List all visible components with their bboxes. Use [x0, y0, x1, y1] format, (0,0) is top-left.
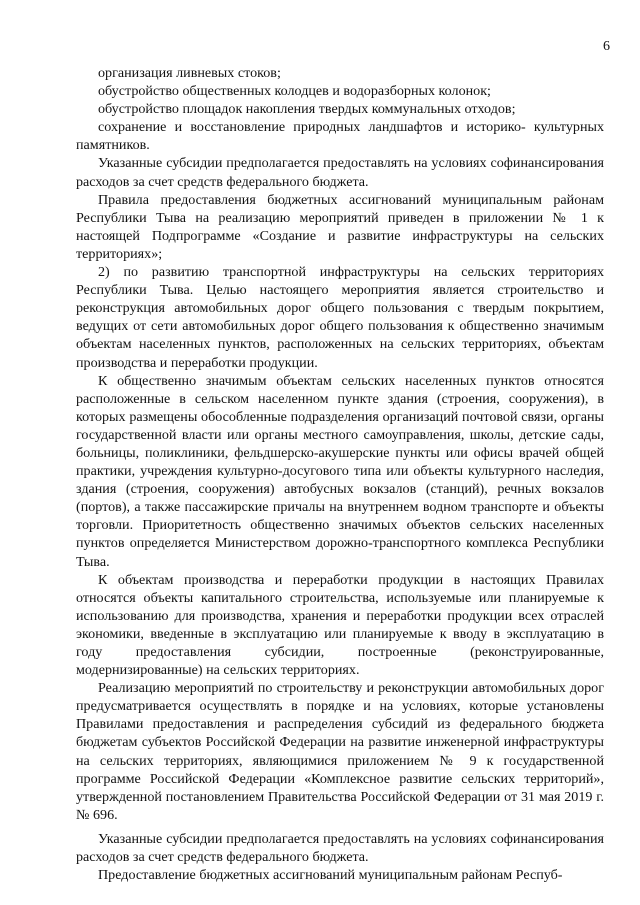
paragraph: обустройство площадок накопления твердых коммунальных отходов; — [98, 101, 516, 118]
document-body — [76, 64, 604, 884]
paragraph: Предоставление бюджетных ассигнований муниципальным районам Респуб- — [98, 867, 563, 884]
paragraph: организация ливневых стоков; — [98, 65, 281, 81]
paragraph: К объектам производства и переработки продукции в настоящих Правилах относятся объекты капитального строительства, используемые или планируемые к использованию для производства, хранения и переработки продукции всех отраслей экономики, введенные в эксплуатацию или планируемые к вводу в эксплуатацию в году предоставления субсидии, построенные (реконструированные, модернизированные) на сельских территориях. — [76, 571, 604, 679]
paragraph: Указанные субсидии предполагается предоставлять на условиях софинансирования расходов за счет средств федерального бюджета. — [76, 155, 604, 190]
paragraph: Правила предоставления бюджетных ассигнований муниципальным районам Республики Тыва на реализацию мероприятий приведен в приложении № 1 к настоящей Подпрограмме «Создание и развитие инфраструктуры на сельских территориях»; — [76, 191, 604, 262]
paragraph: К общественно значимым объектам сельских населенных пунктов относятся расположенные в сельском населенном пункте здания (строения, сооружения), в которых размещены обособленные подразделения организаций почтовой связи, органы государственной власти или органы местного самоуправления, школы, детские сады, больницы, поликлиники, фельдшерско-акушерские пункты или офисы врачей общей практики, учреждения культурно-досугового типа или объекты культурного наследия, здания (строения, сооружения) автобусных вокзалов (станций), речных вокзалов (портов), а также пассажирские причалы на внутреннем водном транспорте и объекты торговли. Приоритетность общественно значимых объектов сельских населенных пунктов определяется Министерством дорожно-транспортного комплекса Республики Тыва. — [76, 372, 604, 570]
paragraph: 2) по развитию транспортной инфраструктуры на сельских территориях Республики Тыва. Целью настоящего мероприятия является строительство и реконструкция автомобильных дорог общего пользования с твердым покрытием, ведущих от сети автомобильных дорог общего пользования к общественно значимым объектам населенных пунктов, расположенных на сельских территориях, объектам производства и переработки продукции. — [76, 264, 604, 371]
paragraph: обустройство общественных колодцев и водоразборных колонок; — [98, 83, 491, 100]
page-number: 6 — [603, 39, 610, 54]
paragraph: сохранение и восстановление природных ландшафтов и историко- культурных памятников. — [76, 119, 604, 154]
paragraph: Реализацию мероприятий по строительству и реконструкции автомобильных дорог предусматривается осуществлять в порядке и на условиях, которые установлены Правилами предоставления и распределения субсидий из федерального бюджета бюджетам субъектов Российской Федерации на развитие инженерной инфраструктуры на сельских территориях, являющимися приложением № 9 к государственной программе Российской Федерации «Комплексное развитие сельских территорий», утвержденной постановлением Правительства Российской Федерации от 31 мая 2019 г. № 696. — [76, 680, 604, 823]
paragraph: Указанные субсидии предполагается предоставлять на условиях софинансирования расходов за счет средств федерального бюджета. — [76, 830, 604, 866]
